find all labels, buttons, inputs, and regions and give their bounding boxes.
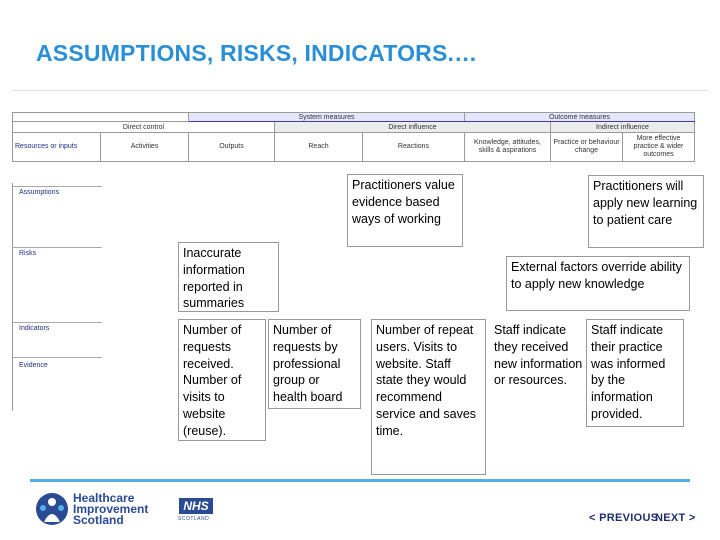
previous-button[interactable]: < PREVIOUS <box>589 512 659 524</box>
indicator-reactions-box: Number of repeat users. Visits to website. Staff state they would recommend service and saves time. <box>371 319 486 475</box>
risk-outputs-box: Inaccurate information reported in summaries <box>178 242 279 312</box>
footer-divider <box>30 479 690 482</box>
column-reach: Reach <box>275 133 363 162</box>
row-divider <box>12 247 102 248</box>
header-direct-control: Direct control <box>13 122 275 133</box>
assumption-outcomes-box: Practitioners will apply new learning to patient care <box>588 175 704 248</box>
column-outputs: Outputs <box>189 133 275 162</box>
healthcare-improvement-scotland-logo-icon <box>35 492 69 526</box>
row-label-risks: Risks <box>19 250 37 257</box>
row-divider <box>12 322 102 323</box>
row-label-assumptions: Assumptions <box>19 189 60 196</box>
risk-practice-box: External factors override ability to apply new knowledge <box>506 256 690 311</box>
header-system-measures: System measures <box>189 113 465 122</box>
table-left-border <box>12 183 13 411</box>
column-resources: Resources or inputs <box>13 133 101 162</box>
header-indirect-influence: Indirect influence <box>551 122 695 133</box>
column-knowledge: Knowledge, attitudes, skills & aspirations <box>465 133 551 162</box>
header-blank <box>13 113 189 122</box>
logo-line-healthcare: Healthcare <box>73 491 135 505</box>
logic-model-table <box>12 112 694 162</box>
nhs-scotland-label: SCOTLAND <box>178 516 210 522</box>
next-button[interactable]: NEXT > <box>655 512 696 524</box>
column-outcomes: More effective practice & wider outcomes <box>623 133 695 162</box>
logo-line-improvement: Improvement <box>73 502 149 516</box>
indicator-outputs-box: Number of requests received. Number of visits to website (reuse). <box>178 319 266 441</box>
logo-line-scotland: Scotland <box>73 513 124 527</box>
assumption-reactions-box: Practitioners value evidence based ways of working <box>347 174 463 247</box>
indicator-reach-box: Number of requests by professional group or health board <box>268 319 361 409</box>
column-practice: Practice or behaviour change <box>551 133 623 162</box>
header-outcome-measures: Outcome measures <box>465 113 695 122</box>
page-title: ASSUMPTIONS, RISKS, INDICATORS.… <box>36 40 478 66</box>
row-divider <box>12 357 102 358</box>
indicator-practice-box: Staff indicate their practice was informed by the information provided. <box>586 319 684 427</box>
header-direct-influence: Direct influence <box>275 122 551 133</box>
title-divider <box>12 90 708 91</box>
column-activities: Activities <box>101 133 189 162</box>
row-label-evidence: Evidence <box>19 362 48 369</box>
row-label-indicators: Indicators <box>19 325 50 332</box>
indicator-knowledge-text: Staff indicate they received new information or resources. <box>494 323 583 388</box>
column-reactions: Reactions <box>363 133 465 162</box>
nhs-logo: NHS <box>179 498 213 514</box>
row-divider <box>12 186 102 187</box>
